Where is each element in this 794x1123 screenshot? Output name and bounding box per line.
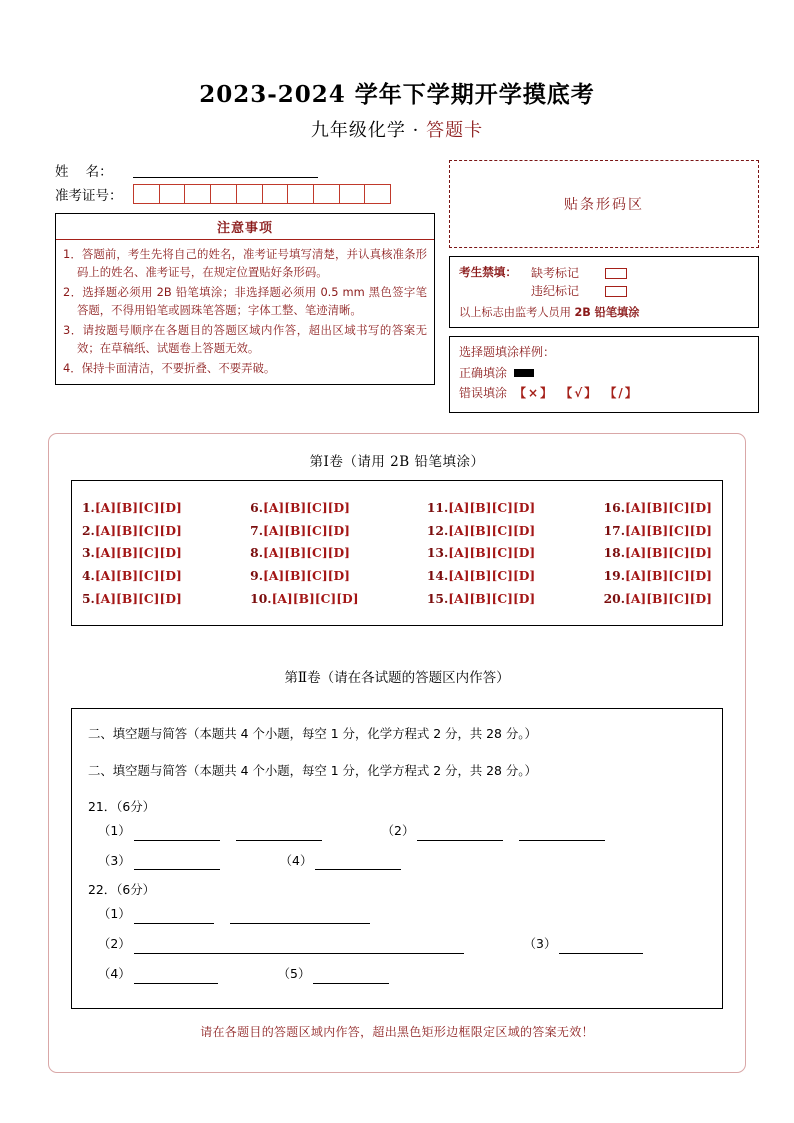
- absent-mark-label: 缺考标记: [531, 265, 580, 280]
- answer-bubble-a[interactable]: [A]: [448, 522, 470, 538]
- page-subtitle: [0, 116, 794, 142]
- proctor-marks-box: [449, 256, 759, 328]
- answer-bubble-d[interactable]: [D]: [689, 499, 712, 515]
- answer-bubble-a[interactable]: [A]: [263, 522, 285, 538]
- answer-bubble-a[interactable]: [A]: [625, 568, 647, 584]
- answer-bubble-c[interactable]: [C]: [138, 590, 160, 606]
- ticket-cell[interactable]: [313, 184, 340, 204]
- answer-area-container: [48, 433, 746, 1073]
- sub-question-index: （2）: [98, 936, 131, 952]
- question-number: 3.: [82, 545, 95, 561]
- answer-bubble-b[interactable]: [B]: [116, 522, 139, 538]
- top-info-region: [55, 160, 746, 413]
- answer-blank[interactable]: [313, 970, 389, 984]
- question-number: 8.: [250, 545, 263, 561]
- answer-bubble-c[interactable]: [C]: [314, 590, 337, 606]
- answer-bubble-a[interactable]: [A]: [94, 568, 117, 584]
- answer-blank[interactable]: [236, 827, 322, 841]
- answer-bubble-d[interactable]: [D]: [689, 545, 712, 561]
- answer-bubble-d[interactable]: [D]: [689, 522, 712, 538]
- correct-fill-label: 正确填涂: [459, 366, 508, 381]
- choice-row[interactable]: [427, 497, 535, 520]
- answer-bubble-c[interactable]: [C]: [491, 590, 513, 606]
- notice-item: 3．请按题号顺序在各题目的答题区域内作答，超出区域书写的答案无效；在草稿纸、试题卷上答题无效。: [63, 322, 427, 356]
- question-number: 4.: [82, 568, 95, 584]
- wrong-fill-label: 错误填涂: [459, 386, 508, 401]
- answer-bubble-d[interactable]: [D]: [689, 590, 712, 606]
- barcode-area-label: 贴条形码区: [564, 196, 644, 213]
- sub-question-index: （3）: [98, 852, 131, 868]
- multiple-choice-box: [71, 480, 723, 626]
- question-list: [88, 797, 706, 984]
- part1-heading: 第Ⅰ卷（请用 2B 铅笔填涂）: [309, 453, 485, 470]
- answer-bubble-d[interactable]: [D]: [327, 522, 350, 538]
- answer-bubble-b[interactable]: [B]: [116, 590, 139, 606]
- question-line: [88, 851, 706, 871]
- answer-bubble-b[interactable]: [B]: [116, 545, 139, 561]
- answer-bubble-d[interactable]: [D]: [327, 499, 350, 515]
- question-number: 13.: [426, 545, 449, 561]
- answer-bubble-b[interactable]: [B]: [284, 545, 307, 561]
- choice-row[interactable]: [604, 565, 712, 588]
- answer-bubble-b[interactable]: [B]: [469, 568, 492, 584]
- proctor-note-prefix: 以上标志由监考人员用: [459, 306, 575, 320]
- answer-bubble-b[interactable]: [B]: [116, 499, 139, 515]
- choice-row[interactable]: [250, 588, 358, 611]
- filled-bubble-icon: [514, 369, 534, 377]
- choice-row[interactable]: [250, 497, 358, 520]
- ticket-label: 准考证号：: [55, 187, 123, 204]
- answer-bubble-d[interactable]: [D]: [689, 568, 712, 584]
- barcode-area: [449, 160, 759, 248]
- answer-bubble-c[interactable]: [C]: [306, 568, 328, 584]
- notice-list: [56, 240, 434, 384]
- answer-bubble-a[interactable]: [A]: [94, 522, 117, 538]
- sub-question-index: （2）: [381, 822, 415, 838]
- answer-bubble-c[interactable]: [C]: [668, 590, 690, 606]
- choice-row[interactable]: [250, 542, 358, 565]
- fill-sample-box: [449, 336, 759, 413]
- answer-bubble-d[interactable]: [D]: [327, 545, 350, 561]
- answer-bubble-d[interactable]: [D]: [336, 590, 359, 606]
- sub-question-index: （3）: [523, 936, 557, 952]
- answer-bubble-b[interactable]: [B]: [646, 590, 669, 606]
- title-block: [0, 0, 794, 142]
- question-number: 19.: [603, 568, 625, 584]
- name-input[interactable]: [133, 162, 318, 178]
- question-number: 6.: [250, 499, 263, 515]
- answer-bubble-d[interactable]: [D]: [512, 568, 536, 584]
- answer-bubble-c[interactable]: [C]: [138, 499, 160, 515]
- sheet-type-label: 答题卡: [426, 119, 484, 141]
- question-number: 12.: [426, 522, 449, 538]
- answer-bubble-b[interactable]: [B]: [116, 568, 139, 584]
- violation-mark-checkbox[interactable]: [605, 286, 627, 297]
- answer-bubble-c[interactable]: [C]: [306, 499, 328, 515]
- question-number: 20.: [603, 590, 625, 606]
- answer-bubble-b[interactable]: [B]: [646, 522, 669, 538]
- answer-blank[interactable]: [134, 827, 220, 841]
- notice-heading: 注意事项: [56, 214, 434, 240]
- answer-blank[interactable]: [315, 856, 401, 870]
- question-number: 2.: [82, 522, 95, 538]
- question-line: [88, 934, 706, 954]
- answer-blank[interactable]: [417, 827, 503, 841]
- answer-bubble-a[interactable]: [A]: [263, 545, 285, 561]
- barcode-column: [449, 160, 759, 413]
- choice-row[interactable]: [82, 542, 182, 565]
- answer-bubble-a[interactable]: [A]: [448, 590, 470, 606]
- question-line: [88, 964, 706, 984]
- sub-question-index: （4）: [98, 966, 131, 982]
- answer-bubble-c[interactable]: [C]: [491, 499, 513, 515]
- choice-row[interactable]: [604, 542, 712, 565]
- free-response-box: [71, 708, 723, 1009]
- answer-bubble-b[interactable]: [B]: [469, 590, 492, 606]
- answer-bubble-d[interactable]: [D]: [159, 568, 182, 584]
- sub-question-index: （1）: [98, 906, 131, 922]
- correct-fill-row: [459, 363, 749, 383]
- answer-bubble-c[interactable]: [C]: [491, 568, 513, 584]
- answer-blank[interactable]: [559, 940, 643, 954]
- answer-bubble-b[interactable]: [B]: [646, 545, 669, 561]
- question-number: 1.: [82, 499, 95, 515]
- notice-item: 4．保持卡面清洁，不要折叠、不要弄破。: [63, 360, 276, 375]
- answer-bubble-a[interactable]: [A]: [448, 499, 470, 515]
- wrong-fill-marks: 【×】 【√】 【/】: [514, 386, 639, 401]
- answer-blank[interactable]: [134, 970, 218, 984]
- answer-bubble-d[interactable]: [D]: [159, 545, 182, 561]
- answer-bubble-b[interactable]: [B]: [284, 568, 307, 584]
- notice-item: 1．答题前，考生先将自己的姓名，准考证号填写清楚，并认真核准条形码上的姓名、准考证号，在规定位置贴好条形码。: [63, 246, 427, 280]
- answer-blank[interactable]: [230, 910, 370, 924]
- ticket-cell[interactable]: [339, 184, 366, 204]
- question-line: [88, 821, 706, 841]
- question-number: 18.: [603, 545, 625, 561]
- ticket-number-input[interactable]: [133, 184, 390, 204]
- answer-bubble-c[interactable]: [C]: [668, 522, 690, 538]
- question-number: 17.: [603, 522, 625, 538]
- question-title: 21．（6分）: [88, 798, 156, 814]
- fill-sample-title: 选择题填涂样例：: [459, 345, 556, 360]
- answer-bubble-c[interactable]: [C]: [306, 545, 328, 561]
- choice-row[interactable]: [427, 588, 535, 611]
- violation-mark-label: 违纪标记: [531, 284, 580, 299]
- answer-bubble-b[interactable]: [B]: [469, 545, 492, 561]
- answer-bubble-a[interactable]: [A]: [94, 499, 117, 515]
- answer-bubble-a[interactable]: [A]: [448, 545, 470, 561]
- answer-bubble-d[interactable]: [D]: [512, 522, 536, 538]
- answer-bubble-a[interactable]: [A]: [625, 590, 647, 606]
- section-title: 二、填空题与简答（本题共 4 个小题，每空 1 分，化学方程式 2 分，共 28 分。）: [88, 725, 537, 741]
- part2-heading: 第Ⅱ卷（请在各试题的答题区内作答）: [284, 669, 510, 686]
- wrong-fill-row: [459, 383, 749, 403]
- choice-row[interactable]: [82, 588, 182, 611]
- answer-bubble-c[interactable]: [C]: [668, 545, 690, 561]
- answer-bubble-d[interactable]: [D]: [512, 499, 536, 515]
- sub-question-index: （5）: [277, 966, 311, 982]
- question-number: 5.: [82, 590, 95, 606]
- proctor-note-bold: 2B 铅笔填涂: [574, 306, 640, 320]
- answer-bubble-d[interactable]: [D]: [512, 590, 536, 606]
- choice-column: [82, 497, 182, 611]
- answer-bubble-b[interactable]: [B]: [284, 499, 307, 515]
- answer-bubble-b[interactable]: [B]: [646, 499, 669, 515]
- choice-row[interactable]: [604, 588, 712, 611]
- answer-bubble-c[interactable]: [C]: [668, 499, 690, 515]
- sub-question-index: （1）: [98, 822, 131, 838]
- choice-row[interactable]: [82, 497, 182, 520]
- question-number: 11.: [426, 499, 449, 515]
- choice-row[interactable]: [250, 520, 358, 543]
- choice-column: [250, 497, 358, 611]
- choice-row[interactable]: [604, 520, 712, 543]
- notice-box: [55, 213, 435, 385]
- question-line: [88, 904, 706, 924]
- section-title: 二、填空题与简答（本题共 4 个小题，每空 1 分，化学方程式 2 分，共 28 分。）: [88, 762, 537, 778]
- multiple-choice-grid: [82, 497, 712, 611]
- question-number: 16.: [603, 499, 625, 515]
- name-row: [55, 160, 435, 180]
- answer-bubble-b[interactable]: [B]: [284, 522, 307, 538]
- answer-bubble-a[interactable]: [A]: [448, 568, 470, 584]
- ticket-cell[interactable]: [133, 184, 160, 204]
- choice-row[interactable]: [604, 497, 712, 520]
- forbidden-label: 考生禁填：: [459, 265, 517, 280]
- answer-bubble-a[interactable]: [A]: [94, 590, 117, 606]
- answer-bubble-c[interactable]: [C]: [491, 545, 513, 561]
- ticket-row: [55, 184, 435, 204]
- answer-bubble-a[interactable]: [A]: [625, 499, 647, 515]
- answer-bubble-a[interactable]: [A]: [271, 590, 293, 606]
- answer-blank[interactable]: [519, 827, 605, 841]
- answer-bubble-b[interactable]: [B]: [469, 499, 492, 515]
- question-number: 7.: [250, 522, 263, 538]
- footer-note: 请在各题目的答题区域内作答，超出黑色矩形边框限定区域的答案无效！: [200, 1024, 594, 1039]
- ticket-cell[interactable]: [184, 184, 211, 204]
- choice-row[interactable]: [427, 565, 535, 588]
- answer-bubble-b[interactable]: [B]: [469, 522, 492, 538]
- answer-bubble-b[interactable]: [B]: [292, 590, 315, 606]
- answer-bubble-d[interactable]: [D]: [159, 590, 182, 606]
- sub-question-index: （4）: [279, 852, 313, 868]
- question-number: 10.: [250, 590, 272, 606]
- answer-bubble-c[interactable]: [C]: [138, 522, 160, 538]
- choice-column: [604, 497, 712, 611]
- ticket-cell[interactable]: [210, 184, 237, 204]
- choice-row[interactable]: [82, 565, 182, 588]
- answer-bubble-d[interactable]: [D]: [512, 545, 536, 561]
- answer-bubble-a[interactable]: [A]: [625, 522, 647, 538]
- question-title: 22．（6分）: [88, 882, 156, 898]
- subject-label: 九年级化学 ·: [310, 119, 420, 141]
- answer-bubble-a[interactable]: [A]: [263, 499, 285, 515]
- answer-bubble-c[interactable]: [C]: [138, 568, 160, 584]
- proctor-note: [459, 304, 749, 320]
- answer-bubble-d[interactable]: [D]: [159, 499, 182, 515]
- absent-mark-row: [459, 264, 749, 283]
- answer-bubble-a[interactable]: [A]: [263, 568, 285, 584]
- page-title: 2023-2024 学年下学期开学摸底考: [199, 81, 595, 108]
- choice-row[interactable]: [82, 520, 182, 543]
- name-label: 姓 名：: [55, 163, 113, 180]
- answer-bubble-c[interactable]: [C]: [138, 545, 160, 561]
- choice-row[interactable]: [427, 542, 535, 565]
- ticket-cell[interactable]: [287, 184, 314, 204]
- ticket-cell[interactable]: [262, 184, 289, 204]
- answer-bubble-c[interactable]: [C]: [668, 568, 690, 584]
- answer-bubble-c[interactable]: [C]: [491, 522, 513, 538]
- answer-blank[interactable]: [134, 856, 220, 870]
- question-number: 9.: [250, 568, 263, 584]
- student-info-column: [55, 160, 435, 413]
- answer-blank[interactable]: [134, 940, 464, 954]
- absent-mark-checkbox[interactable]: [605, 268, 627, 279]
- answer-bubble-a[interactable]: [A]: [625, 545, 647, 561]
- answer-blank[interactable]: [134, 910, 214, 924]
- choice-row[interactable]: [427, 520, 535, 543]
- answer-bubble-b[interactable]: [B]: [646, 568, 669, 584]
- ticket-cell[interactable]: [159, 184, 186, 204]
- choice-row[interactable]: [250, 565, 358, 588]
- answer-bubble-d[interactable]: [D]: [327, 568, 350, 584]
- ticket-cell[interactable]: [364, 184, 391, 204]
- ticket-cell[interactable]: [236, 184, 263, 204]
- section-title-list: [88, 723, 706, 781]
- violation-mark-row: [459, 282, 749, 301]
- answer-bubble-c[interactable]: [C]: [306, 522, 328, 538]
- question-number: 15.: [426, 590, 449, 606]
- notice-item: 2．选择题必须用 2B 铅笔填涂；非选择题必须用 0.5 mm 黑色签字笔答题，不得用铅笔或圆珠笔答题；字体工整、笔迹清晰。: [63, 284, 427, 318]
- choice-column: [427, 497, 535, 611]
- answer-bubble-a[interactable]: [A]: [94, 545, 117, 561]
- question-number: 14.: [426, 568, 449, 584]
- answer-bubble-d[interactable]: [D]: [159, 522, 182, 538]
